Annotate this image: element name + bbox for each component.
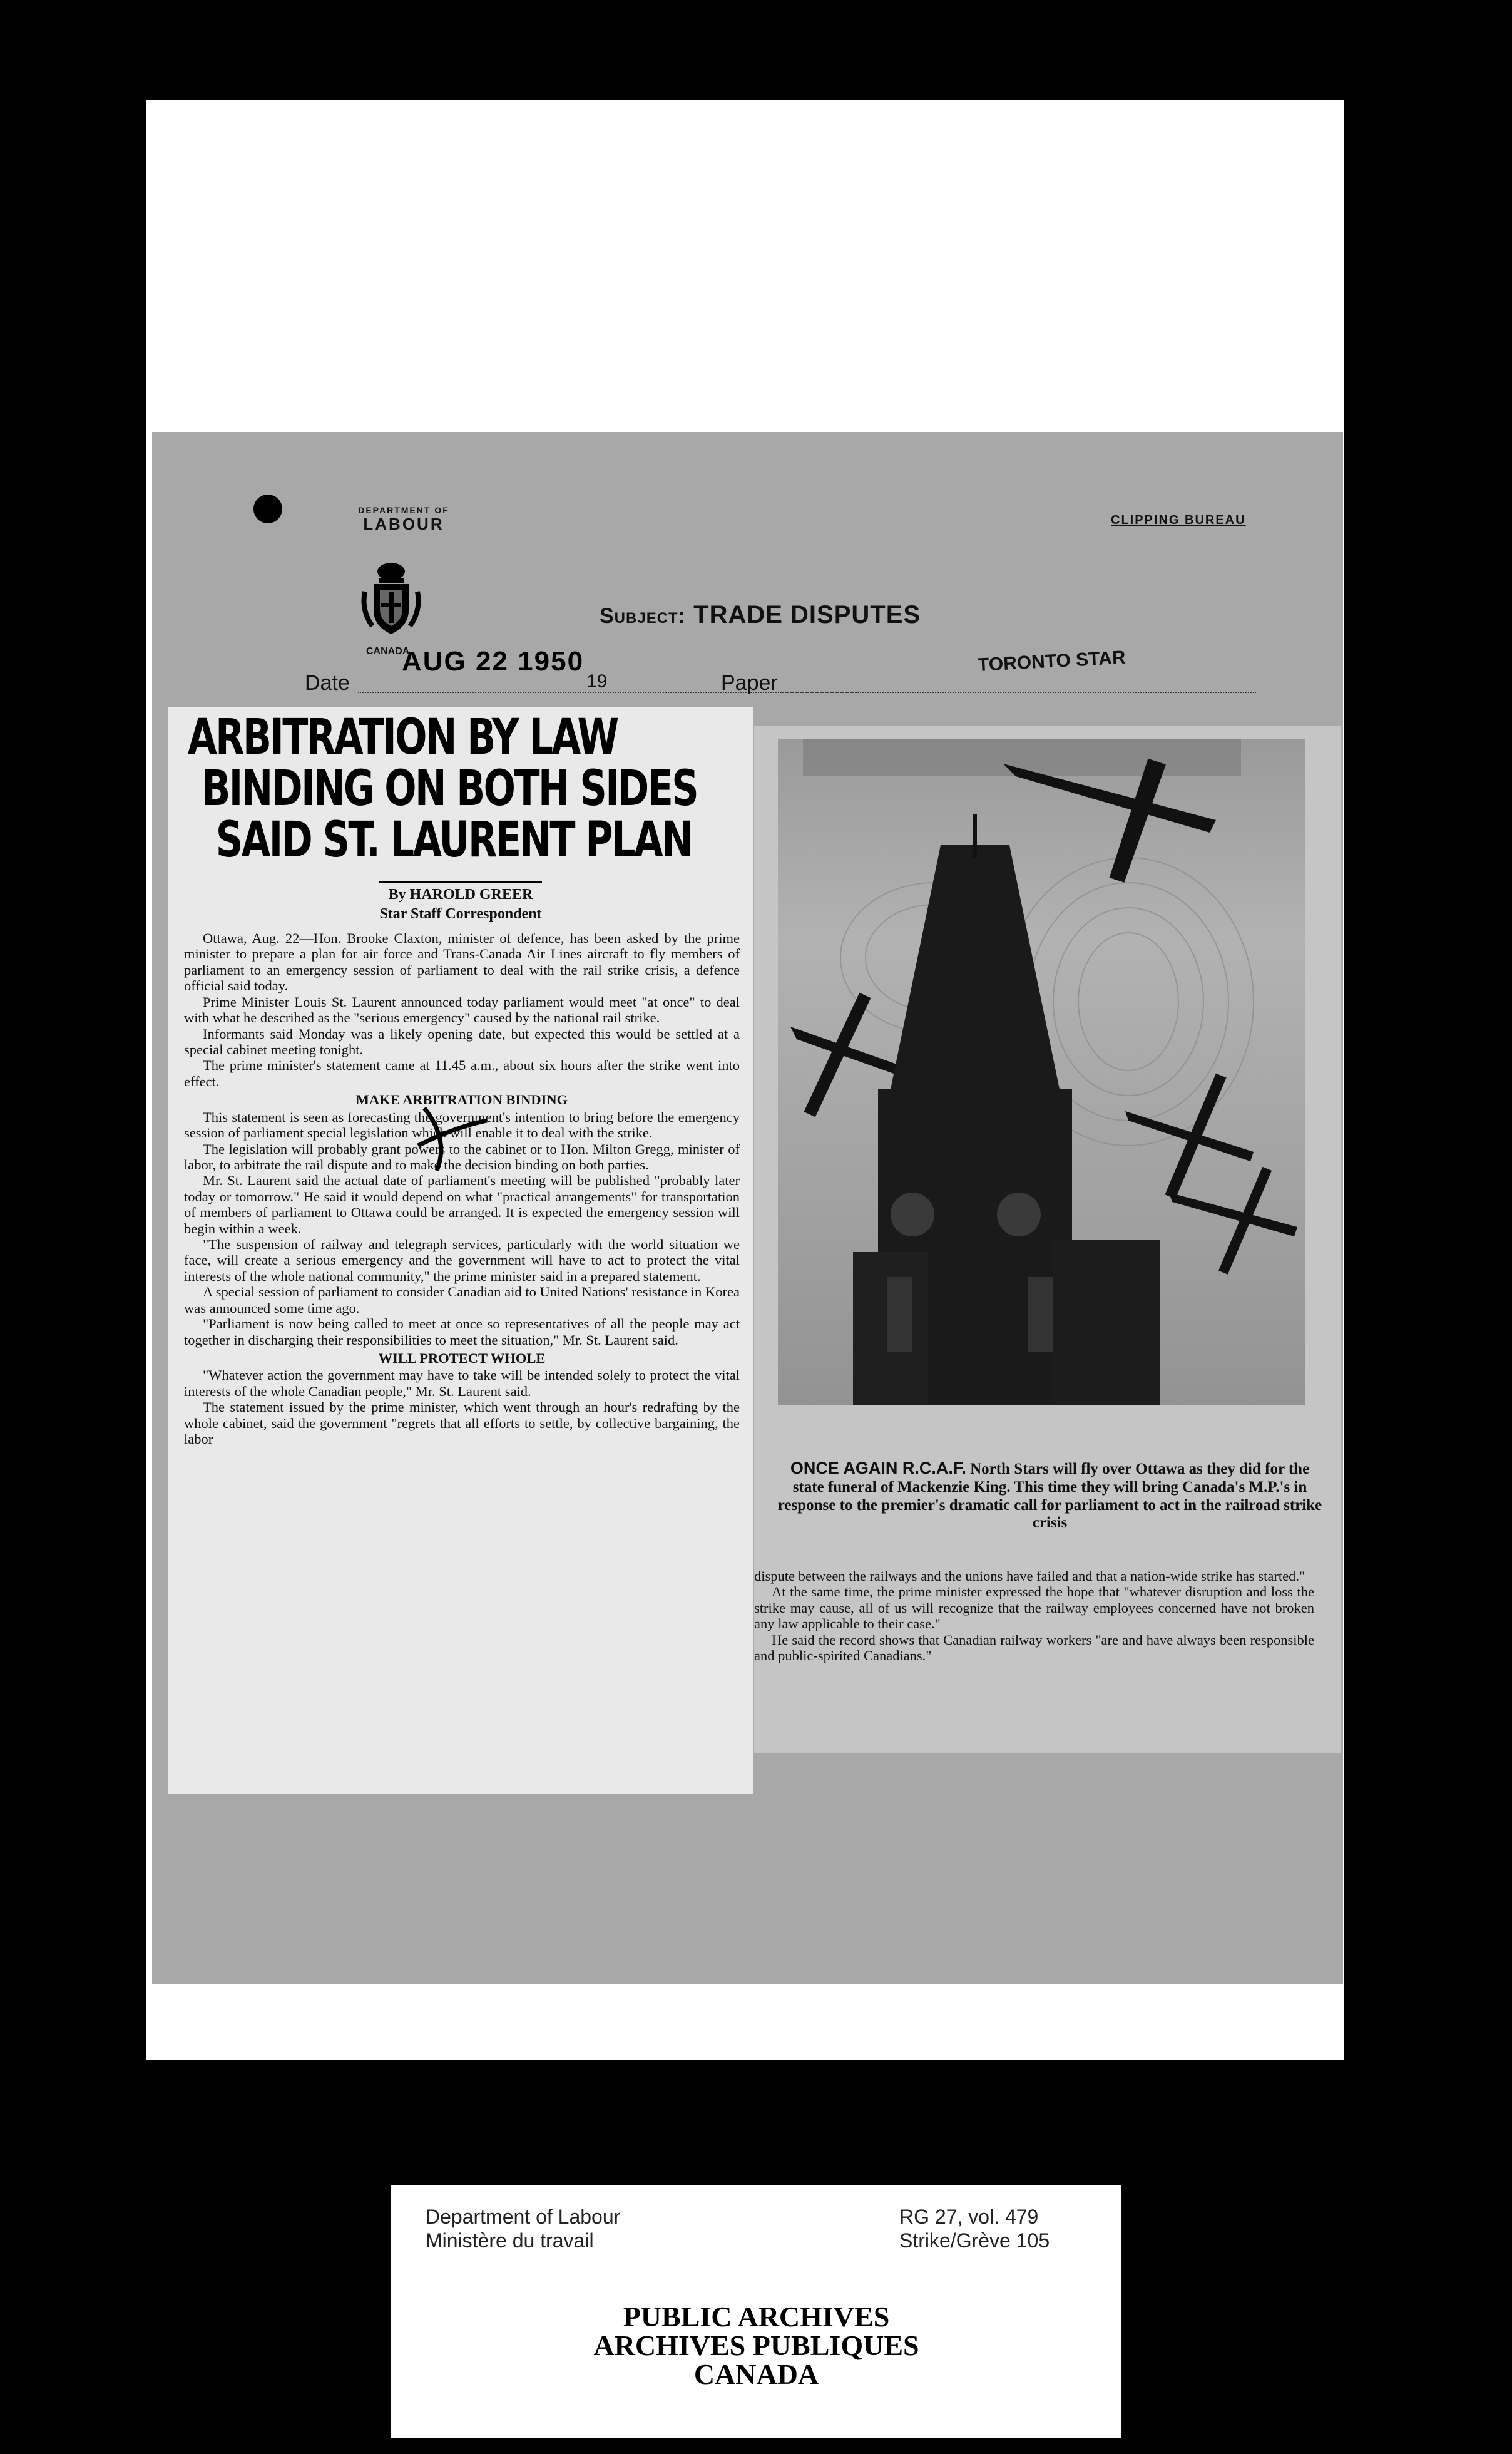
article-paragraph: "The suspension of railway and telegraph services, particularly with the world situation we face, will create a serious emergency and the government will have to act to protect the vital interests of the whole national community," the prime minister said in a prepared statement. [184,1236,740,1284]
archives-english: PUBLIC ARCHIVES [623,2301,890,2333]
date-paper-row [305,646,1256,707]
byline-author: By HAROLD GREER [388,886,533,903]
article-body [168,924,753,1447]
archives-french: ARCHIVES PUBLIQUES [593,2329,919,2361]
article-paragraph: Ottawa, Aug. 22—Hon. Brooke Claxton, minister of defence, has been asked by the prime minister to prepare a plan for air force and Trans-Canada Air Lines aircraft to fly members of parliament to an emergency session of parliament to deal with the rail strike crisis, a defence official said today. [184,930,740,994]
article-subhead: WILL PROTECT WHOLE [378,1350,546,1367]
department-heading [341,506,466,533]
photo-caption [773,1459,1327,1532]
year-prefix: 19 [586,671,608,692]
strike-number: Strike/Grève 105 [899,2229,1050,2252]
peace-tower-photo [778,739,1305,1405]
article-paragraph: "Whatever action the government may have to take will be intended solely to protect the vital interests of the whole Canadian people," Mr. St. Laurent said. [184,1367,740,1399]
handwritten-mark-icon [412,1102,493,1177]
article-paragraph: "Parliament is now being called to meet at once so representatives of all the people may act together in discharging their responsibilities to meet the situation," Mr. St. Laurent said. [184,1316,740,1348]
archives-title [391,2303,1121,2389]
article-clipping [168,707,753,1794]
caption-lead: ONCE AGAIN R.C.A.F. [790,1459,966,1477]
headline-line: ARBITRATION BY LAW [188,709,618,766]
article-paragraph: dispute between the railways and the unions have failed and that a nation-wide strike has started." [754,1568,1305,1584]
date-stamp: AUG 22 1950 [402,646,585,677]
department-small-label: DEPARTMENT OF [358,505,449,515]
article-paragraph: At the same time, the prime minister expressed the hope that "whatever disruption and loss the strike may cause, all of us will recognize that the railway employees concerned have not broken any law applicable to their case." [754,1584,1314,1632]
archive-reference [899,2205,1050,2253]
article-subhead: MAKE ARBITRATION BINDING [355,1092,568,1108]
paper-dotted-line [780,692,1256,693]
department-name: LABOUR [363,515,444,534]
department-english: Department of Labour [426,2205,621,2228]
archives-country: CANADA [693,2358,819,2390]
article-paragraph: This statement is seen as forecasting the government's intention to bring before the emergency session of parliament special legislation which will enable it to deal with the strike. [184,1109,740,1141]
article-paragraph: Mr. St. Laurent said the actual date of parliament's meeting will be published "probably later today or tomorrow." He said it would depend on what "practical arrangements" for transportation of members of parliament to Ottawa could be arranged. It is expected the emergency session will begin within a week. [184,1173,740,1236]
clipping-bureau-label: CLIPPING BUREAU [1111,513,1246,527]
byline-role: Star Staff Correspondent [379,905,542,922]
subject-line [600,601,921,629]
article-continuation [754,1568,1319,1664]
byline [168,881,753,924]
article-paragraph: Informants said Monday was a likely opening date, but expected this would be settled at a special cabinet meeting tonight. [184,1025,740,1057]
paper-name: TORONTO STAR [977,647,1126,676]
headline-line: SAID ST. LAURENT PLAN [215,811,692,868]
article-paragraph: The statement issued by the prime minister, which went through an hour's redrafting by the whole cabinet, said the government "regrets that all efforts to settle, by collective bargaining, the labor [184,1399,740,1447]
caption-text: North Stars will fly over Ottawa as they did for the state funeral of Mackenzie King. This time they will bring Canada's M.P.'s in response to the premier's dramatic call for parliament to act in the railroad strike crisis [777,1461,1322,1532]
date-label: Date [305,671,350,695]
article-paragraph: Prime Minister Louis St. Laurent announced today parliament would meet "at once" to deal with what he described as the "serious emergency" caused by the national rail strike. [184,993,740,1026]
archive-department [426,2205,620,2253]
article-paragraph: The prime minister's statement came at 11.45 a.m., about six hours after the strike went into effect. [184,1057,740,1089]
subject-label: Subject: [600,604,687,628]
article-paragraph: He said the record shows that Canadian railway workers "are and have always been responsible and public-spirited Canadians." [754,1631,1314,1664]
coat-of-arms-icon [360,560,422,639]
punch-hole [253,495,282,523]
paper-label: Paper [721,671,778,695]
byline-rule [379,881,542,883]
archives-label [391,2185,1121,2438]
article-paragraph: The legislation will probably grant powers to the cabinet or to Hon. Milton Gregg, minister of labor, to arbitrate the rail dispute and to make the decision binding on both parties. [184,1141,740,1173]
canada-stamp: CANADA [366,646,410,657]
record-group-volume: RG 27, vol. 479 [899,2205,1039,2228]
article-headline [168,707,753,866]
subject-value: TRADE DISPUTES [693,601,921,629]
tower-aircraft-illustration [778,739,1305,1405]
department-french: Ministère du travail [426,2229,594,2252]
article-paragraph: A special session of parliament to consider Canadian aid to United Nations' resistance in Korea was announced some time ago. [184,1284,740,1316]
headline-line: BINDING ON BOTH SIDES [202,760,698,817]
